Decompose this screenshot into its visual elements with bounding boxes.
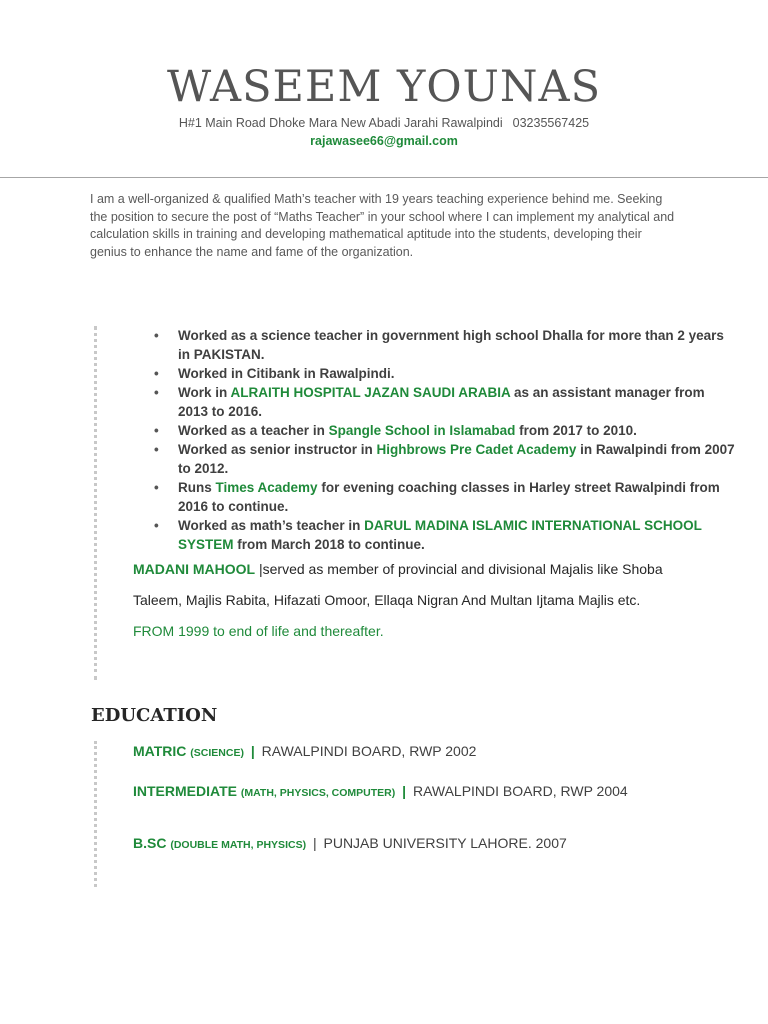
email-link[interactable]: rajawasee66@gmail.com [310, 134, 458, 148]
education-item-matric [133, 743, 693, 759]
list-item: • Worked as a teacher in Spangle School in Islamabad from 2017 to 2010. [178, 421, 738, 440]
education-item-bsc [133, 835, 693, 851]
education-section-bar [94, 741, 97, 887]
subjects: (MATH, PHYSICS, COMPUTER) [240, 787, 396, 799]
education-heading: EDUCATION [91, 705, 218, 726]
institution: PUNJAB UNIVERSITY LAHORE. 2007 [323, 835, 567, 851]
degree: INTERMEDIATE [133, 783, 237, 799]
summary-paragraph: I am a well-organized & qualified Math’s teacher with 19 years teaching experience behind me. Seeking the position to secure the post of “Maths Teacher” in your school where I can implement my analytical and calculation skills in training and developing mathematical aptitude into the students, developing their genius to enhance the name and fame of the organization. [90, 192, 675, 259]
list-item: • Worked as senior instructor in Highbrows Pre Cadet Academy in Rawalpindi from 2007 to 2012. [178, 440, 738, 478]
madani-mahool-paragraph [133, 554, 673, 647]
list-item: • Worked in Citibank in Rawalpindi. [178, 364, 738, 383]
madani-label: MADANI MAHOOL [133, 561, 256, 577]
phone-number: 03235567425 [512, 116, 590, 130]
education-item-intermediate [133, 783, 693, 799]
contact-line [0, 116, 768, 130]
degree: B.SC [133, 835, 167, 851]
list-item: • Work in ALRAITH HOSPITAL JAZAN SAUDI ARABIA as an assistant manager from 2013 to 2016. [178, 383, 738, 421]
subjects: (DOUBLE MATH, PHYSICS) [170, 839, 307, 851]
candidate-name: WASEEM YOUNAS [166, 62, 602, 112]
institution: RAWALPINDI BOARD, RWP 2002 [261, 743, 477, 759]
institution: RAWALPINDI BOARD, RWP 2004 [412, 783, 628, 799]
degree: MATRIC [133, 743, 187, 759]
list-item: • Runs Times Academy for evening coaching classes in Harley street Rawalpindi from 2016 to continue. [178, 478, 738, 516]
madani-tail: FROM 1999 to end of life and thereafter. [133, 623, 384, 639]
madani-text: served as member of provincial and divisional Majalis like Shoba Taleem, Majlis Rabita, Hifazati Omoor, Ellaqa Nigran And Multan Ijtama Majlis etc. [133, 561, 663, 608]
separator: | [312, 835, 317, 851]
list-item: • Worked as a science teacher in government high school Dhalla for more than 2 years in PAKISTAN. [178, 326, 738, 364]
separator: | [250, 743, 255, 759]
experience-list [130, 326, 738, 554]
madani-separator: | [259, 561, 263, 577]
address: H#1 Main Road Dhoke Mara New Abadi Jarahi Rawalpindi [178, 116, 503, 130]
list-item: • Worked as math’s teacher in DARUL MADINA ISLAMIC INTERNATIONAL SCHOOL SYSTEM from March 2018 to continue. [178, 516, 738, 554]
experience-section-bar [94, 326, 97, 680]
subjects: (SCIENCE) [190, 747, 244, 759]
header-divider [0, 177, 768, 178]
separator: | [402, 783, 407, 799]
